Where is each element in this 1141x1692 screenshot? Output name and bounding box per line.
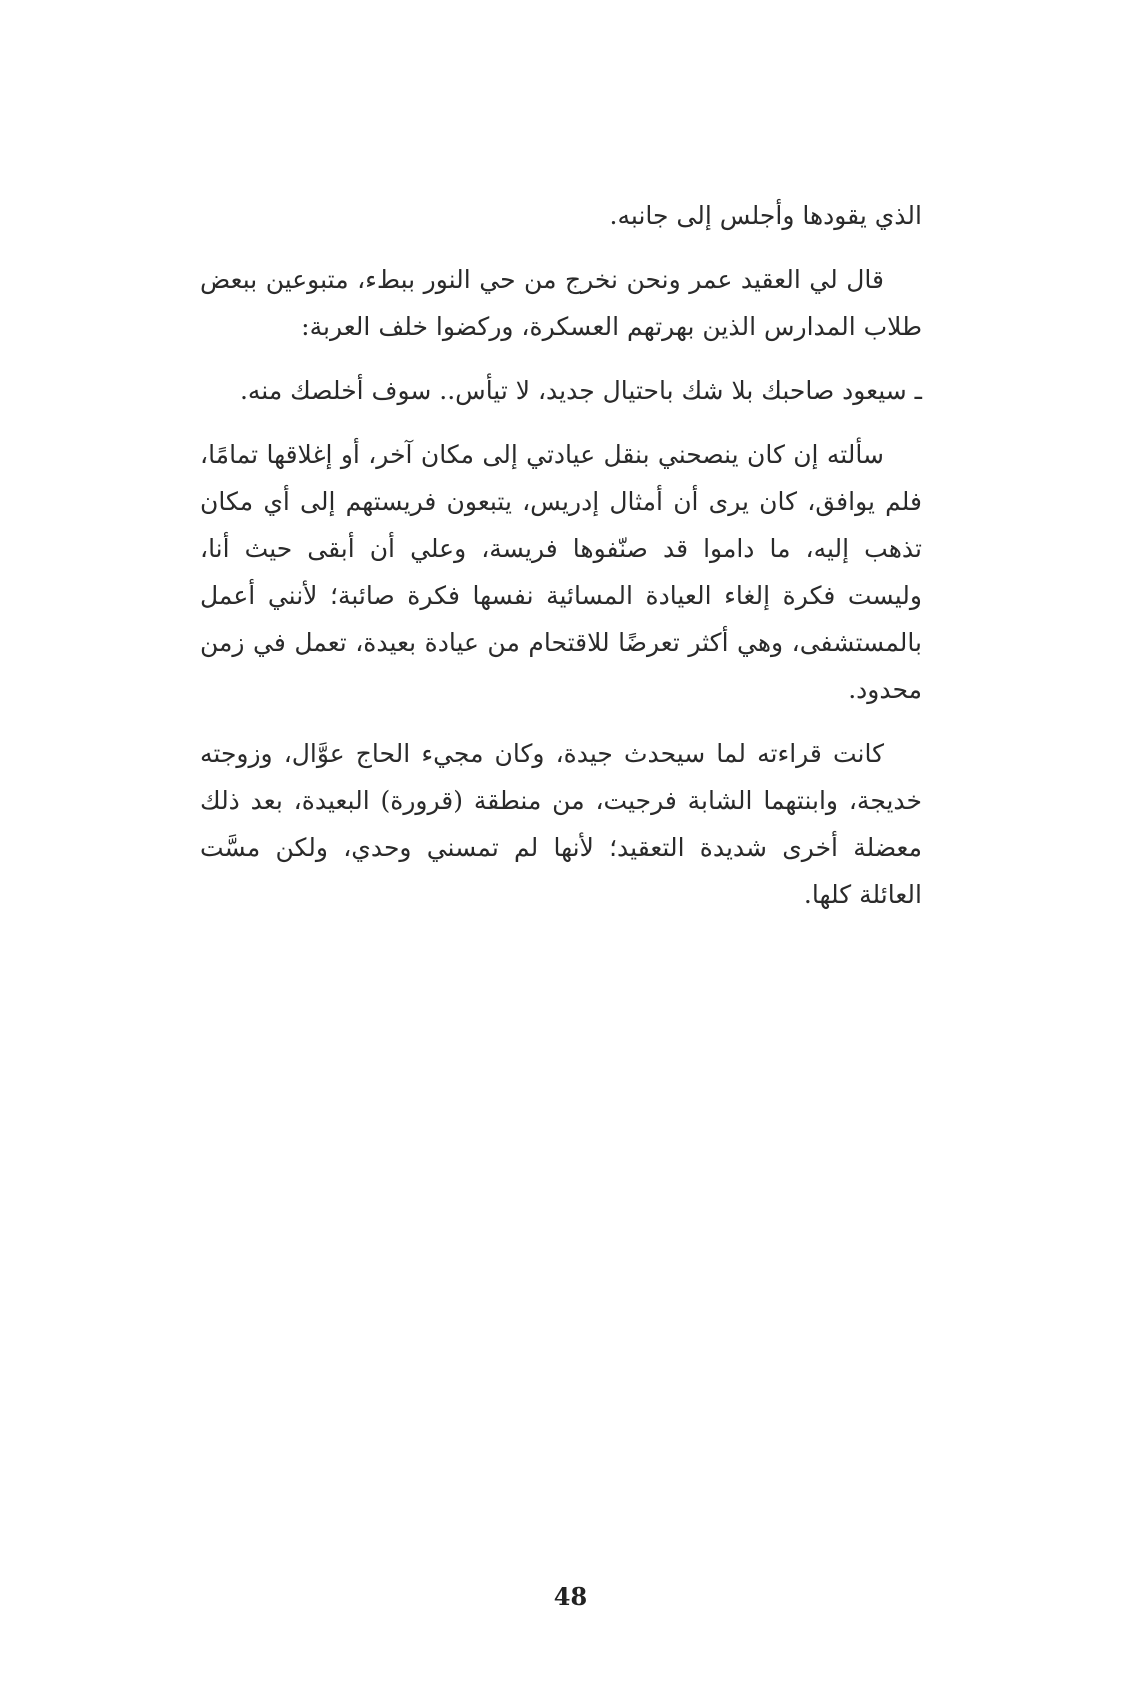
paragraph-spacer — [200, 414, 922, 431]
paragraph-spacer — [200, 350, 922, 367]
page-number: 48 — [553, 1582, 588, 1611]
paragraph-colonel-speech-intro: قال لي العقيد عمر ونحن نخرج من حي النور ببطء، متبوعين ببعض طلاب المدارس الذين بهرتهم العسكرة، وركضوا خلف العربة: — [200, 265, 922, 341]
paragraph-family-arrival: كانت قراءته لما سيحدث جيدة، وكان مجيء الحاج عوَّال، وزوجته خديجة، وابنتهما الشابة فرجيت، من منطقة (قرورة) البعيدة، بعد ذلك معضلة أخرى شديدة التعقيد؛ لأنها لم تمسني وحدي، ولكن مسَّت العائلة كلها. — [200, 739, 922, 909]
paragraph-clinic-question: سألته إن كان ينصحني بنقل عيادتي إلى مكان آخر، أو إغلاقها تمامًا، فلم يوافق، كان يرى أن أمثال إدريس، يتبعون فريستهم إلى أي مكان تذهب إليه، ما داموا قد صنّفوها فريسة، وعلي أن أبقى حيث أنا، وليست فكرة إلغاء العيادة المسائية نفسها فكرة صائبة؛ لأنني أعمل بالمستشفى، وهي أكثر تعرضًا للاقتحام من عيادة بعيدة، تعمل في زمن محدود. — [200, 440, 922, 704]
paragraph-dialogue: ـ سيعود صاحبك بلا شك باحتيال جديد، لا تيأس.. سوف أخلصك منه. — [239, 376, 922, 405]
page-body — [200, 192, 922, 918]
paragraph-spacer — [200, 713, 922, 730]
paragraph-spacer — [200, 239, 922, 256]
paragraph-continuation: الذي يقودها وأجلس إلى جانبه. — [609, 201, 922, 230]
